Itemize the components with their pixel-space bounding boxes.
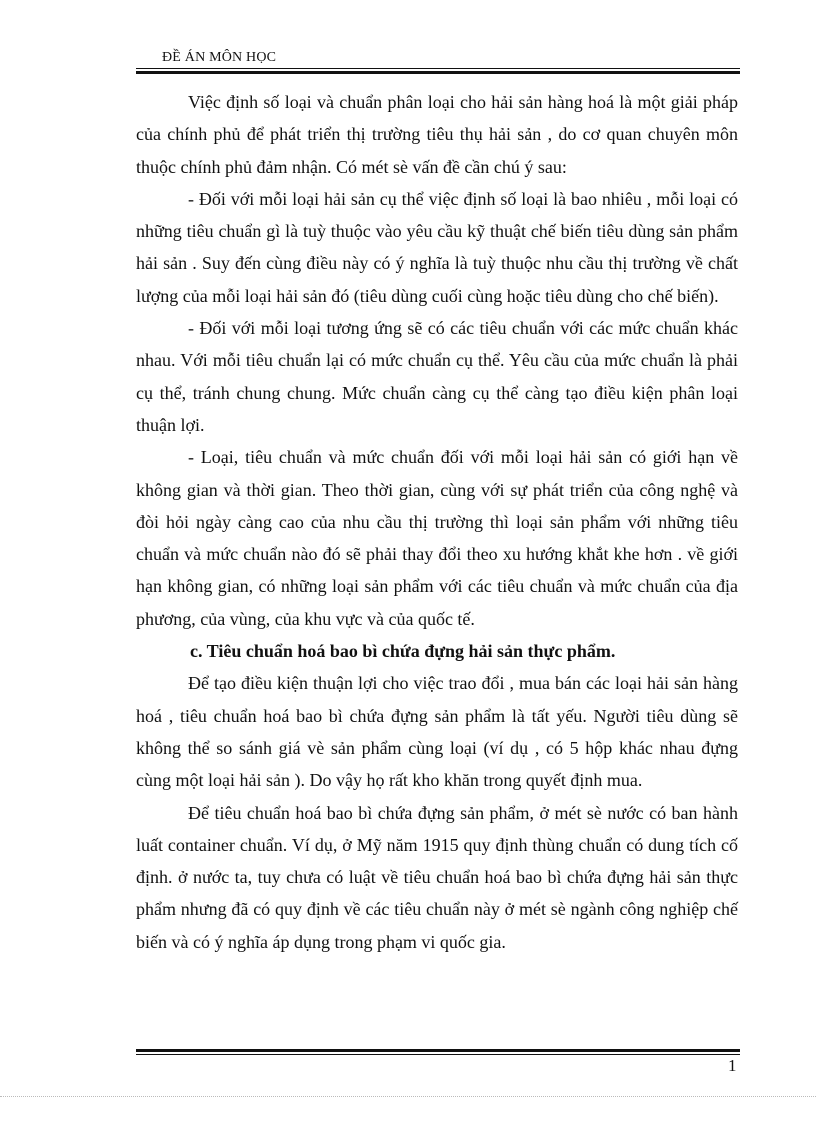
paragraph-bullet-2: - Đối với mỗi loại tương ứng sẽ có các tiêu chuẩn với các mức chuẩn khác nhau. Với mỗi tiêu chuẩn lại có mức chuẩn cụ thể. Yêu cầu của mức chuẩn là phải cụ thể, tránh chung chung. Mức chuẩn càng cụ thể càng tạo điều kiện phân loại thuận lợi. [136, 318, 738, 435]
footer-rule-thick [136, 1049, 740, 1052]
page-bottom-border [0, 1096, 816, 1097]
paragraph-intro: Việc định số loại và chuẩn phân loại cho hải sản hàng hoá là một giải pháp của chính phủ để phát triển thị trường tiêu thụ hải sản , do cơ quan chuyên môn thuộc chính phủ đảm nhận. Có mét sè vấn đề cần chú ý sau: [136, 92, 738, 177]
header-rule-thick [136, 71, 740, 74]
footer-rule-thin [136, 1054, 740, 1055]
paragraph-packaging-2: Để tiêu chuẩn hoá bao bì chứa đựng sản phẩm, ở mét sè nước có ban hành luất container chuẩn. Ví dụ, ở Mỹ năm 1915 quy định thùng chuẩn có dung tích cố định. ở nước ta, tuy chưa có luật về tiêu chuẩn hoá bao bì chứa đựng hải sản thực phẩm nhưng đã có quy định về các tiêu chuẩn này ở mét sè ngành công nghiệp chế biến và có ý nghĩa áp dụng trong phạm vi quốc gia. [136, 802, 738, 952]
section-heading: c. Tiêu chuẩn hoá bao bì chứa đựng hải sản thực phẩm. [190, 641, 616, 662]
body-text [136, 86, 738, 958]
paragraph-packaging-1: Để tạo điều kiện thuận lợi cho việc trao đổi , mua bán các loại hải sản hàng hoá , tiêu chuẩn hoá bao bì chứa đựng sản phẩm là tất yếu. Người tiêu dùng sẽ không thể so sánh giá vè sản phẩm cùng loại (ví dụ , có 5 hộp khác nhau đựng cùng một loại hải sản ). Do vậy họ rất kho khăn trong quyết định mua. [136, 673, 738, 791]
paragraph-bullet-3: - Loại, tiêu chuẩn và mức chuẩn đối với mỗi loại hải sản có giới hạn về không gian và thời gian. Theo thời gian, cùng với sự phát triển của công nghệ và đòi hỏi ngày càng cao của nhu cầu thị trường thì loại sản phẩm với những tiêu chuẩn và mức chuẩn nào đó sẽ phải thay đổi theo xu hướng khắt khe hơn . về giới hạn không gian, có những loại sản phẩm với các tiêu chuẩn và mức chuẩn của địa phương, của vùng, của khu vực và của quốc tế. [136, 447, 738, 629]
page-number: 1 [728, 1056, 737, 1075]
paragraph-bullet-1: - Đối với mỗi loại hải sản cụ thể việc định số loại là bao nhiêu , mỗi loại có những tiêu chuẩn gì là tuỳ thuộc vào yêu cầu kỹ thuật chế biến tiêu dùng sản phẩm hải sản . Suy đến cùng điều này có ý nghĩa là tuỳ thuộc nhu cầu thị trường về chất lượng của mỗi loại hải sản đó (tiêu dùng cuối cùng hoặc tiêu dùng cho chế biến). [136, 188, 738, 306]
header-rule-thin [136, 68, 740, 69]
header-title: ĐỀ ÁN MÔN HỌC [162, 50, 277, 65]
